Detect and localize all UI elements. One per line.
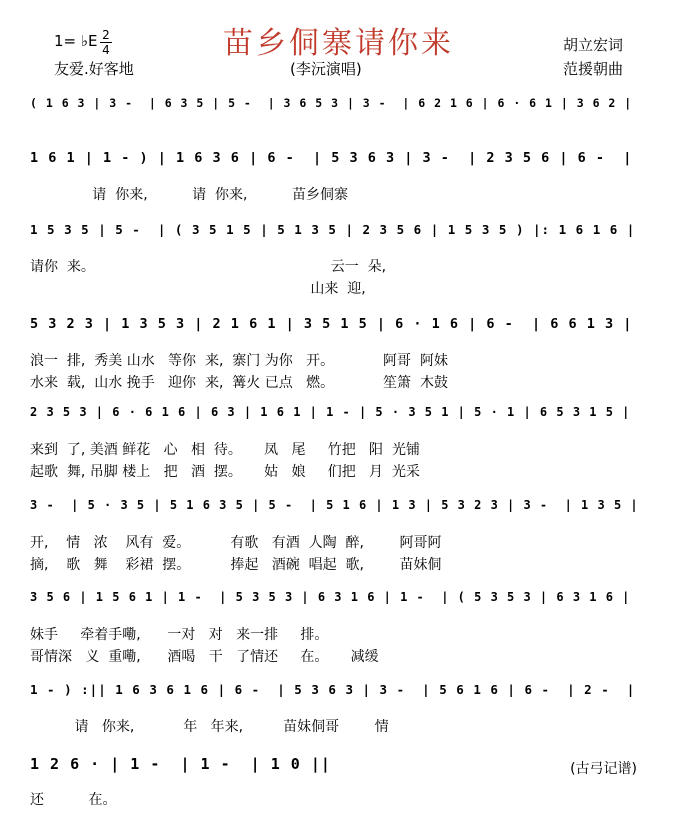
lyric-line: 山来 迎, <box>30 281 366 297</box>
singer-credit: (李沅演唱) <box>290 60 362 78</box>
lyric-line: 请你 来。 云一 朵, <box>30 259 387 275</box>
notation-line: 1 5 3 5 | 5 - | ( 3 5 1 5 | 5 1 3 5 | 2 3 5 6 | 1 5 3 5 ) |: 1 6 1 6 | <box>30 222 636 237</box>
time-signature-bottom: 4 <box>102 43 110 57</box>
lyric-line: 请 你来, 请 你来, 苗乡侗寨 <box>30 187 349 203</box>
key-signature: 1= ♭E <box>54 32 98 50</box>
notation-line: 5 3 2 3 | 1 3 5 3 | 2 1 6 1 | 3 5 1 5 | 6 · 1 6 | 6 - | 6 6 1 3 | <box>30 316 633 332</box>
time-signature-top: 2 <box>102 28 110 42</box>
lyric-line: 请 你来, 年 年来, 苗妹侗哥 情 <box>30 719 389 735</box>
mood-marking: 友爱.好客地 <box>54 60 134 78</box>
song-title: 苗乡侗寨请你来 <box>223 26 454 61</box>
notation-line: 1 2 6 · | 1 - | 1 - | 1 0 || <box>30 755 331 773</box>
lyric-line: 还 在。 <box>30 792 117 808</box>
notation-line: 2 3 5 3 | 6 · 6 1 6 | 6 3 | 1 6 1 | 1 - | 5 · 3 5 1 | 5 · 1 | 6 5 3 1 5 | <box>30 405 631 419</box>
composer-credit: 范援朝曲 <box>563 60 624 78</box>
lyric-line: 浪一 排, 秀美 山水 等你 来, 寨门 为你 开。 阿哥 阿妹 <box>30 353 448 369</box>
notation-line: 3 - | 5 · 3 5 | 5 1 6 3 5 | 5 - | 5 1 6 | 1 3 | 5 3 2 3 | 3 - | 1 3 5 | <box>30 498 639 512</box>
lyric-line: 摘, 歌 舞 彩裙 摆。 捧起 酒碗 唱起 歌, 苗妹侗 <box>30 557 442 573</box>
lyric-line: 起歌 舞, 吊脚 楼上 把 酒 摆。 姑 娘 们把 月 光采 <box>30 464 420 480</box>
notation-line: 1 - ) :|| 1 6 3 6 1 6 | 6 - | 5 3 6 3 | 3 - | 5 6 1 6 | 6 - | 2 - | <box>30 682 636 697</box>
notation-line: ( 1 6 3 | 3 - | 6 3 5 | 5 - | 3 6 5 3 | 3 - | 6 2 1 6 | 6 · 6 1 | 3 6 2 | <box>30 96 633 110</box>
time-signature <box>100 29 112 56</box>
lyric-line: 哥情深 义 重嘞, 酒喝 干 了情还 在。 减缓 <box>30 649 379 665</box>
notation-line: 3 5 6 | 1 5 6 1 | 1 - | 5 3 5 3 | 6 3 1 6 | 1 - | ( 5 3 5 3 | 6 3 1 6 | <box>30 590 631 604</box>
lyricist-credit: 胡立宏词 <box>563 36 624 54</box>
transcriber-credit: (古弓记谱) <box>570 761 637 777</box>
lyric-line: 开, 情 浓 风有 爱。 有歌 有酒 人陶 醉, 阿哥阿 <box>30 535 442 551</box>
notation-line: 1 6 1 | 1 - ) | 1 6 3 6 | 6 - | 5 3 6 3 | 3 - | 2 3 5 6 | 6 - | <box>30 150 633 166</box>
lyric-line: 妹手 牵着手嘞, 一对 对 来一排 排。 <box>30 627 329 643</box>
lyric-line: 来到 了, 美酒 鲜花 心 相 待。 凤 尾 竹把 阳 光铺 <box>30 442 420 458</box>
lyric-line: 水来 载, 山水 挽手 迎你 来, 篝火 已点 燃。 笙箫 木鼓 <box>30 375 448 391</box>
